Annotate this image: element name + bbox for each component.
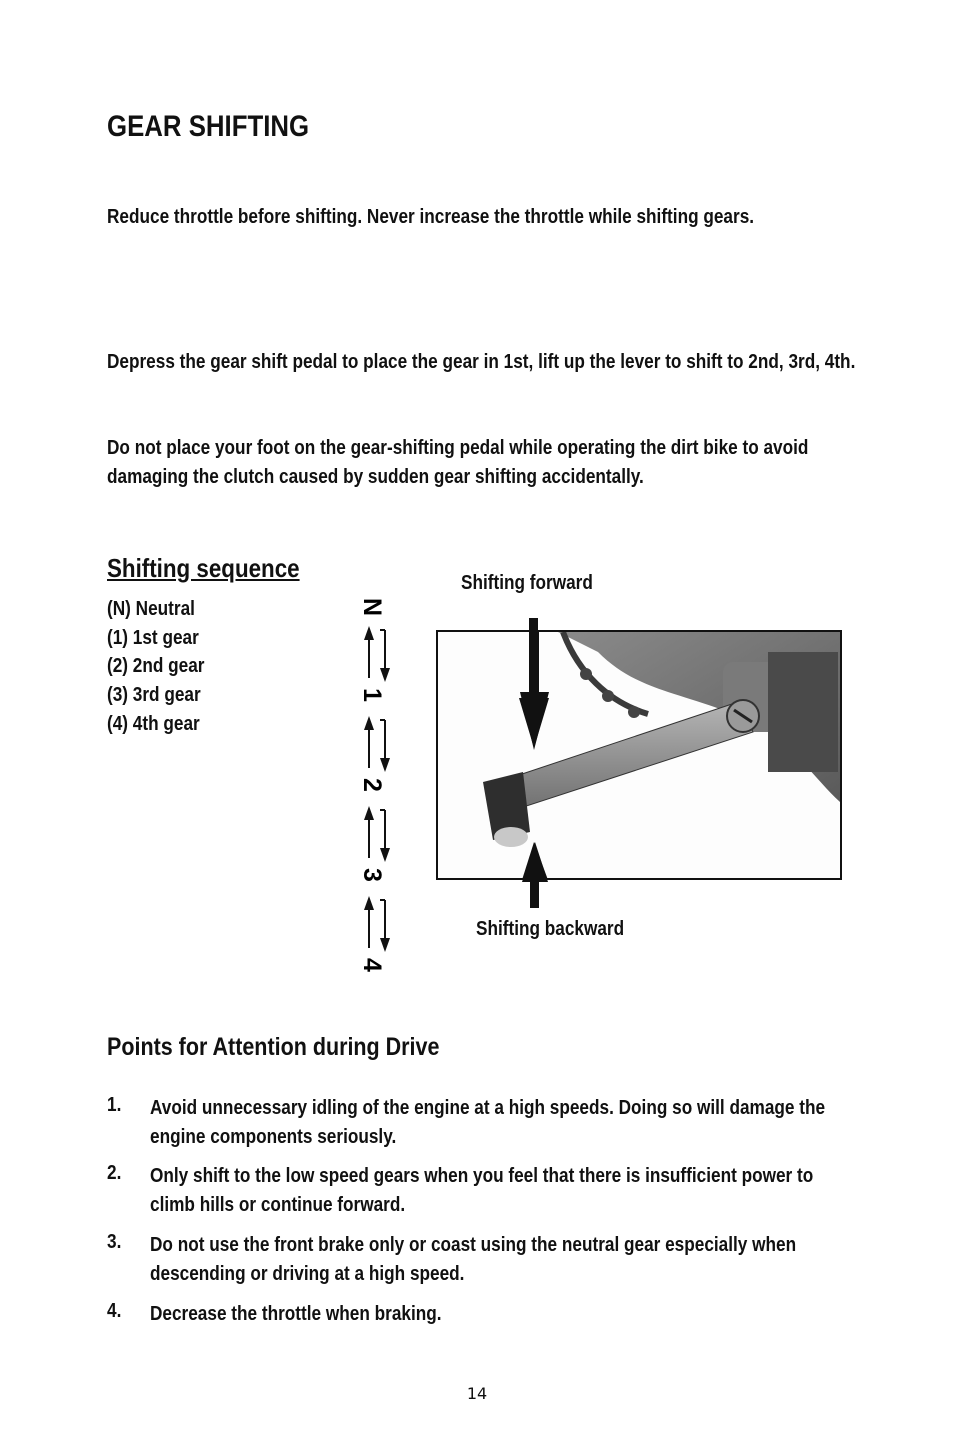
backward-arrow-head xyxy=(522,842,548,882)
page-number: 14 xyxy=(466,1384,488,1403)
engine-bolt xyxy=(602,690,614,702)
shaft-housing-dark xyxy=(768,652,838,772)
attention-item-text: Do not use the front brake only or coast using the neutral gear especially when descending or driving at a high speed. xyxy=(150,1234,797,1285)
forward-arrow-icon xyxy=(518,618,550,750)
sequence-item-1st: (1) 1st gear xyxy=(107,627,199,649)
gear-sequence-diagram xyxy=(350,590,400,985)
sequence-item-3rd: (3) 3rd gear xyxy=(107,684,201,706)
page-title: GEAR SHIFTING xyxy=(107,110,310,143)
gear-pedal-illustration xyxy=(438,632,840,878)
gear-label-2: 2 xyxy=(358,778,386,792)
attention-item-text: Avoid unnecessary idling of the engine at a high speeds. Doing so will damage the engine components seriously. xyxy=(150,1097,826,1148)
attention-item-number: 3. xyxy=(107,1231,122,1253)
gear-label-n: N xyxy=(358,598,386,617)
shifting-forward-label: Shifting forward xyxy=(461,572,593,594)
gear-label-3: 3 xyxy=(358,868,386,882)
pedal-paragraph: Depress the gear shift pedal to place the gear in 1st, lift up the lever to shift to 2nd, 3rd, 4th. xyxy=(107,351,856,373)
shifting-backward-label: Shifting backward xyxy=(476,918,625,940)
gear-pedal-photo xyxy=(436,630,842,880)
sequence-title: Shifting sequence xyxy=(107,553,300,583)
arrowhead-up-2-3 xyxy=(364,806,374,820)
forward-arrow-head xyxy=(519,698,549,748)
arrowhead-down-3-4 xyxy=(380,938,390,952)
arrowhead-up-1-2 xyxy=(364,716,374,730)
gear-label-1: 1 xyxy=(358,688,386,702)
backward-arrow-icon xyxy=(520,842,550,910)
throttle-paragraph: Reduce throttle before shifting. Never increase the throttle while shifting gears. xyxy=(107,206,755,228)
forward-arrow-shaft xyxy=(529,618,538,702)
arrowhead-down-1-2 xyxy=(380,758,390,772)
attention-item-number: 2. xyxy=(107,1162,122,1184)
backward-arrow-shaft xyxy=(530,878,539,908)
attention-item-number: 1. xyxy=(107,1094,122,1116)
engine-bolt xyxy=(628,706,640,718)
attention-item-text: Decrease the throttle when braking. xyxy=(150,1303,442,1325)
sequence-item-2nd: (2) 2nd gear xyxy=(107,655,205,677)
attention-item-number: 4. xyxy=(107,1300,122,1322)
foot-paragraph: Do not place your foot on the gear-shifting pedal while operating the dirt bike to avoid damaging the clutch caused by sudden gear shifting accidentally. xyxy=(107,437,809,488)
gear-label-4: 4 xyxy=(358,958,386,972)
arrowhead-down-n-1 xyxy=(380,668,390,682)
arrowhead-up-n-1 xyxy=(364,626,374,640)
arrowhead-down-2-3 xyxy=(380,848,390,862)
engine-bolt xyxy=(580,668,592,680)
sequence-item-4th: (4) 4th gear xyxy=(107,713,200,735)
sequence-item-neutral: (N) Neutral xyxy=(107,598,195,620)
arrowhead-up-3-4 xyxy=(364,896,374,910)
attention-title: Points for Attention during Drive xyxy=(107,1033,440,1061)
attention-item-text: Only shift to the low speed gears when you feel that there is insufficient power to climb hills or continue forward. xyxy=(150,1165,814,1216)
